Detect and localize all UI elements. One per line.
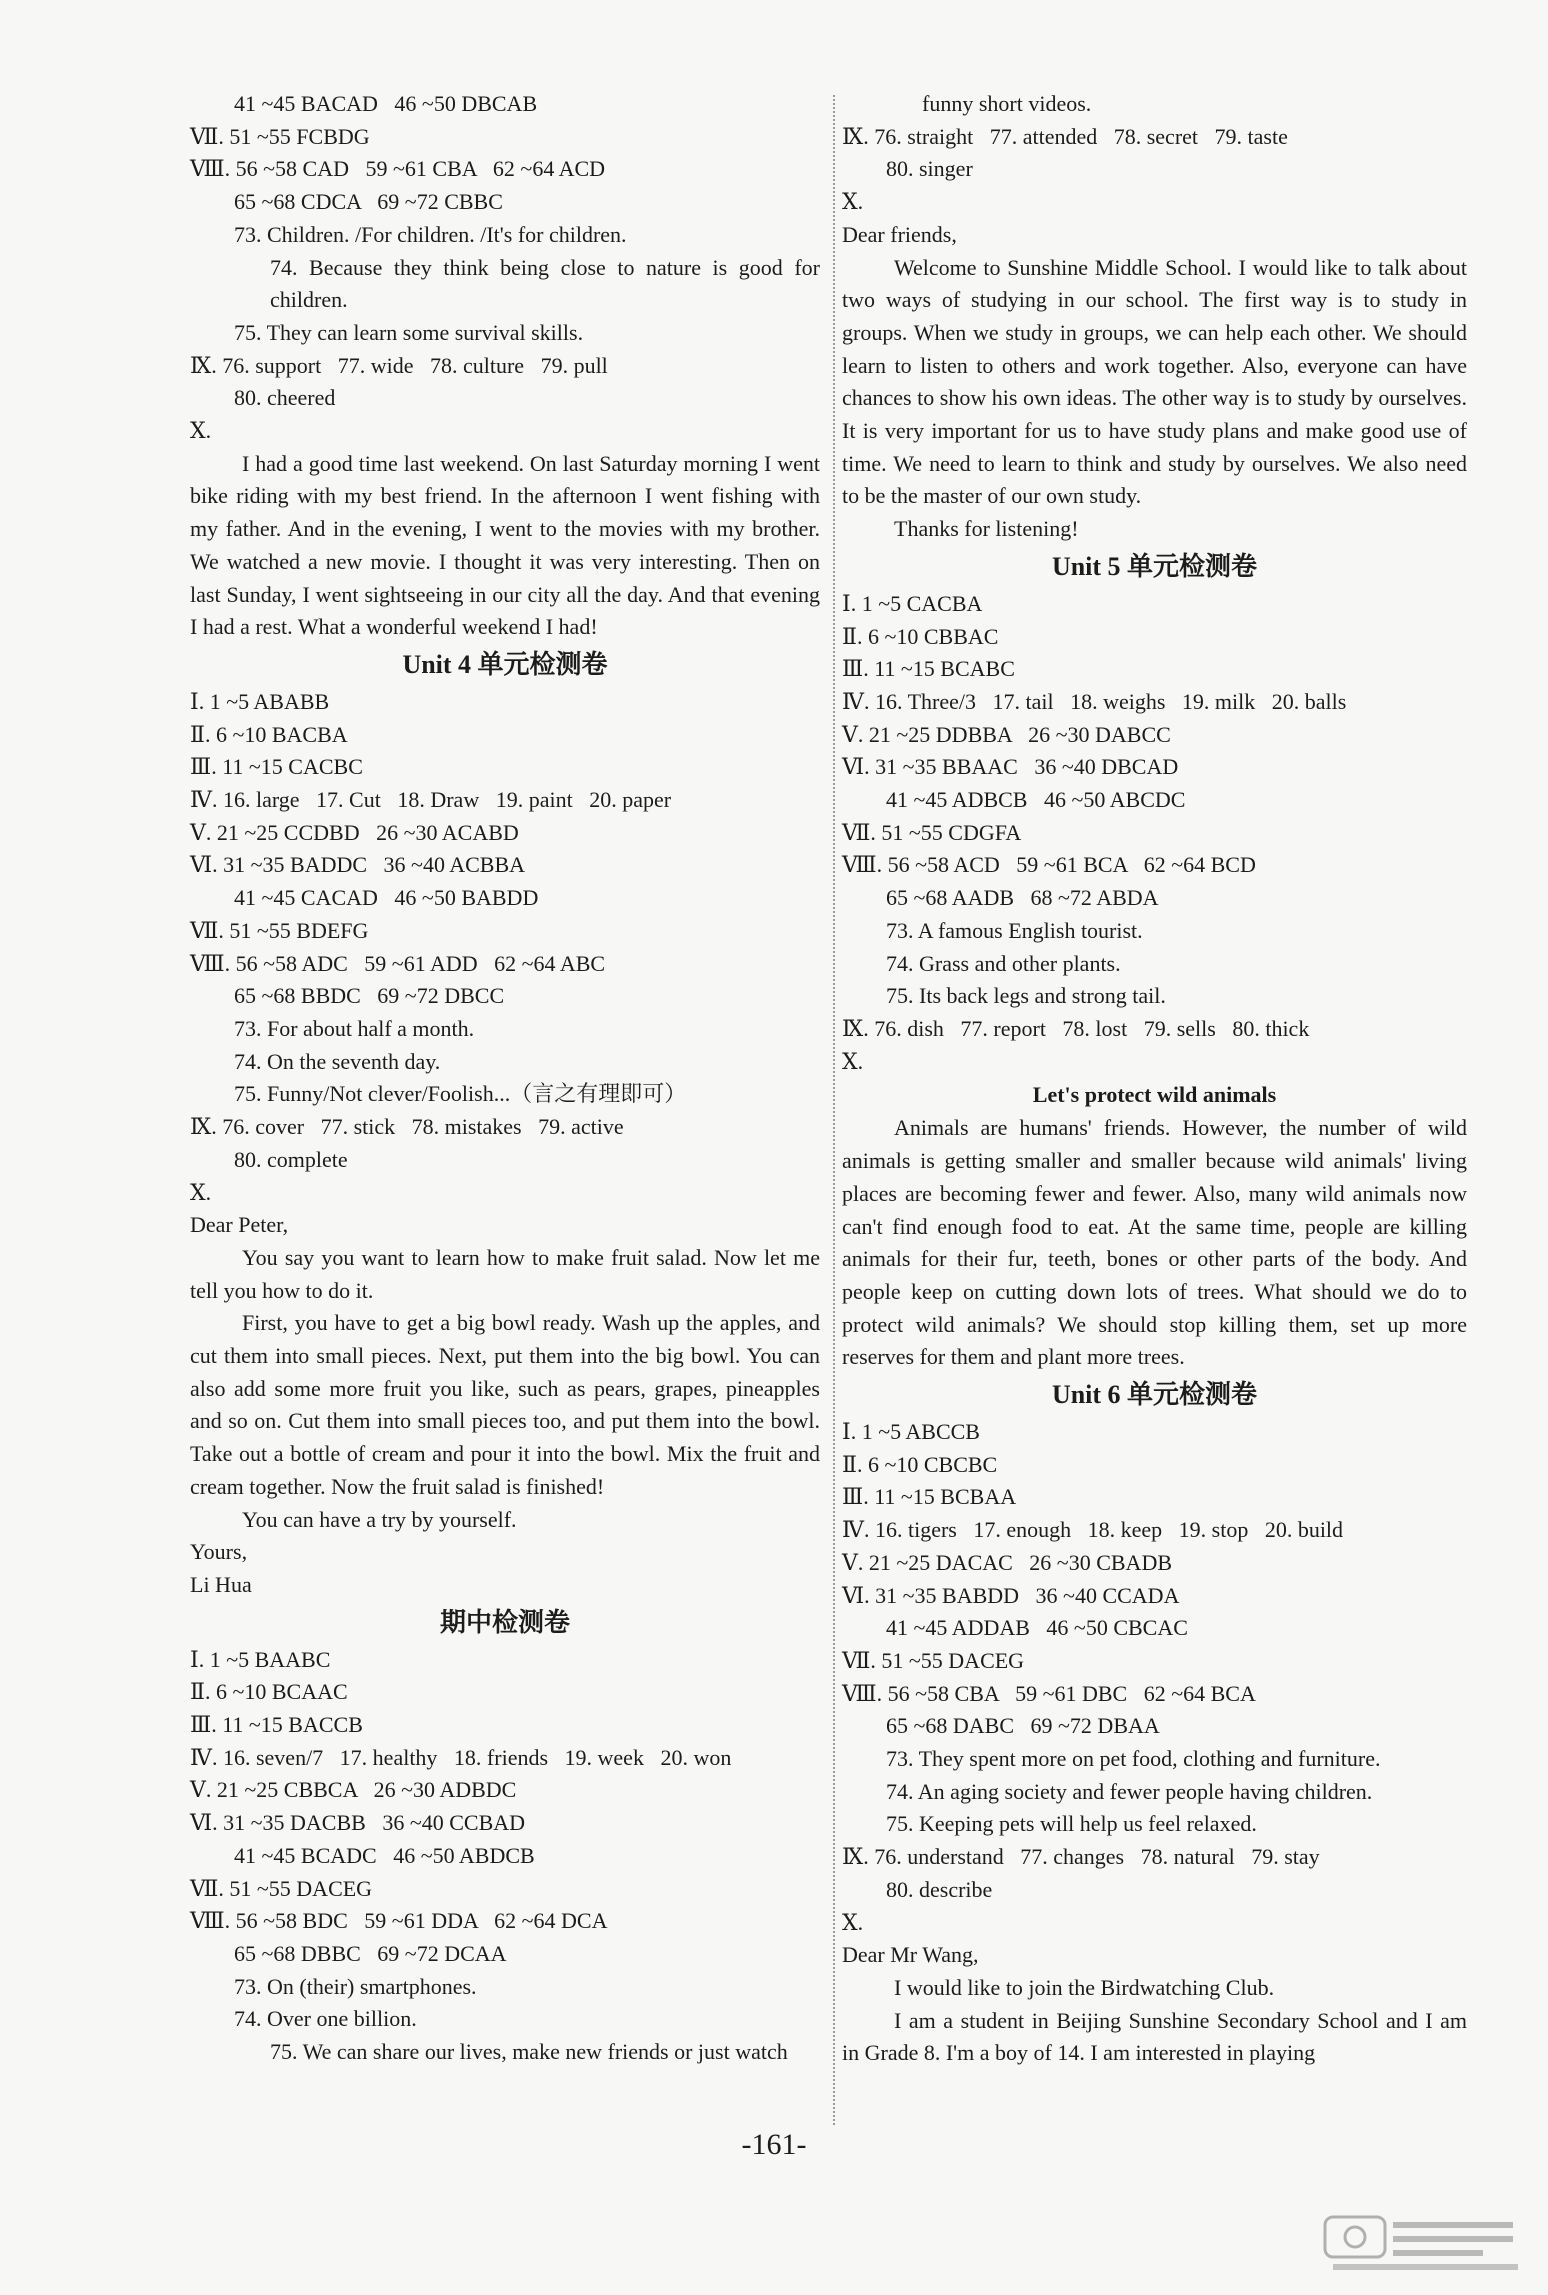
paragraph: You say you want to learn how to make fruit salad. Now let me tell you how to do it. — [190, 1244, 820, 1303]
answer-line: Ⅵ. 31 ~35 DACBB 36 ~40 CCBAD — [190, 1810, 526, 1836]
answer-line: 74. An aging society and fewer people having children. — [886, 1778, 1373, 1804]
answer-line: Ⅴ. 21 ~25 DDBBA 26 ~30 DABCC — [842, 721, 1171, 747]
answer-line: 65 ~68 AADB 68 ~72 ABDA — [886, 885, 1159, 911]
paragraph: I am a student in Beijing Sunshine Secondary School and I am in Grade 8. I'm a boy of 14. I am interested in playing — [842, 2007, 1467, 2066]
answer-line: Ⅲ. 11 ~15 CACBC — [190, 754, 363, 780]
answer-line: Ⅸ. 76. understand 77. changes 78. natural 79. stay — [842, 1844, 1320, 1870]
answer-line: 75. Funny/Not clever/Foolish...（言之有理即可） — [234, 1081, 687, 1107]
answer-line: Ⅳ. 16. Three/3 17. tail 18. weighs 19. milk 20. balls — [842, 688, 1347, 714]
answer-line: Ⅹ. — [190, 418, 212, 444]
answer-line: 74. Grass and other plants. — [886, 950, 1121, 976]
answer-line: Ⅱ. 6 ~10 BACBA — [190, 721, 348, 747]
answer-line: 80. cheered — [234, 385, 336, 411]
answer-line: 73. Children. /For children. /It's for children. — [234, 221, 627, 247]
answer-line: 75. They can learn some survival skills. — [234, 319, 584, 345]
answer-line: Ⅲ. 11 ~15 BACCB — [190, 1712, 363, 1738]
paragraph: Thanks for listening! — [894, 516, 1079, 542]
answer-line: 73. On (their) smartphones. — [234, 1973, 477, 1999]
answer-line: Ⅵ. 31 ~35 BABDD 36 ~40 CCADA — [842, 1582, 1180, 1608]
answer-line: 80. singer — [886, 156, 973, 182]
answer-line: Ⅹ. — [842, 189, 864, 215]
answer-line: Ⅶ. 51 ~55 DACEG — [842, 1647, 1025, 1673]
answer-line: Ⅴ. 21 ~25 DACAC 26 ~30 CBADB — [842, 1549, 1172, 1575]
answer-line: Ⅷ. 56 ~58 ADC 59 ~61 ADD 62 ~64 ABC — [190, 950, 606, 976]
answer-line: 41 ~45 BCADC 46 ~50 ABDCB — [234, 1842, 535, 1868]
answer-line: Ⅱ. 6 ~10 CBCBC — [842, 1451, 998, 1477]
answer-line: 80. complete — [234, 1146, 348, 1172]
answer-line: Ⅱ. 6 ~10 CBBAC — [842, 623, 999, 649]
answer-line: Ⅲ. 11 ~15 BCBAA — [842, 1484, 1017, 1510]
answer-line: Ⅶ. 51 ~55 DACEG — [190, 1875, 373, 1901]
answer-line: Ⅶ. 51 ~55 FCBDG — [190, 123, 370, 149]
answer-line: Ⅸ. 76. straight 77. attended 78. secret 79. taste — [842, 123, 1288, 149]
answer-line: 75. Its back legs and strong tail. — [886, 983, 1166, 1009]
answer-line: Ⅰ. 1 ~5 ABABB — [190, 688, 330, 714]
left-column — [190, 88, 820, 2069]
section-heading: Unit 6 单元检测卷 — [1051, 1380, 1258, 1410]
paragraph: Welcome to Sunshine Middle School. I would like to talk about two ways of studying in our school. The first way is to study in groups. When we study in groups, we can help each other. We should learn to listen to others and work together. Also, everyone can have chances to show his own ideas. The other way is to study by ourselves. It is very important for us to have study plans and make good use of time. We need to learn to think and study by ourselves. We also need to be the master of our own study. — [842, 254, 1467, 509]
answer-line: Dear Peter, — [190, 1212, 289, 1238]
section-heading: Unit 5 单元检测卷 — [1051, 551, 1258, 581]
answer-line: Ⅳ. 16. tigers 17. enough 18. keep 19. stop 20. build — [842, 1517, 1344, 1543]
answer-line: funny short videos. — [922, 91, 1092, 116]
watermark-logo — [1323, 2215, 1528, 2277]
answer-line: Yours, — [190, 1539, 248, 1565]
answer-line: Ⅳ. 16. seven/7 17. healthy 18. friends 19. week 20. won — [190, 1744, 732, 1770]
section-heading: Unit 4 单元检测卷 — [402, 649, 608, 679]
answer-line: Ⅰ. 1 ~5 ABCCB — [842, 1419, 980, 1445]
paragraph: I would like to join the Birdwatching Club. — [894, 1974, 1275, 2000]
answer-line: 73. They spent more on pet food, clothing and furniture. — [886, 1746, 1381, 1772]
answer-line: 65 ~68 CDCA 69 ~72 CBBC — [234, 189, 503, 215]
answer-line: Ⅸ. 76. support 77. wide 78. culture 79. pull — [190, 352, 608, 378]
answer-line: 41 ~45 ADBCB 46 ~50 ABCDC — [886, 787, 1186, 813]
answer-line: 73. A famous English tourist. — [886, 917, 1143, 943]
answer-line: Ⅵ. 31 ~35 BADDC 36 ~40 ACBBA — [190, 852, 526, 878]
paragraph: 74. Because they think being close to nature is good for children. — [270, 254, 820, 313]
answer-line: Ⅸ. 76. cover 77. stick 78. mistakes 79. active — [190, 1114, 624, 1140]
paragraph: You can have a try by yourself. — [242, 1506, 517, 1532]
answer-line: Ⅲ. 11 ~15 BCABC — [842, 656, 1015, 682]
answer-line: Ⅴ. 21 ~25 CBBCA 26 ~30 ADBDC — [190, 1777, 517, 1803]
paragraph: Animals are humans' friends. However, the number of wild animals is getting smaller and smaller because wild animals' living places are becoming fewer and fewer. Also, many wild animals now can't find enough food to eat. At the same time, people are killing animals for their fur, teeth, bones or other parts of the body. And people keep on cutting down lots of trees. What should we do to protect wild animals? We should stop killing them, set up more reserves for them and plant more trees. — [842, 1115, 1467, 1370]
answer-line: 80. describe — [886, 1876, 993, 1902]
section-heading: 期中检测卷 — [439, 1607, 570, 1637]
answer-line: Ⅴ. 21 ~25 CCDBD 26 ~30 ACABD — [190, 819, 519, 845]
answer-line: 41 ~45 BACAD 46 ~50 DBCAB — [234, 91, 538, 116]
answer-line: 41 ~45 CACAD 46 ~50 BABDD — [234, 885, 539, 911]
answer-line: Li Hua — [190, 1571, 252, 1597]
answer-line: 41 ~45 ADDAB 46 ~50 CBCAC — [886, 1615, 1188, 1641]
answer-line: Ⅷ. 56 ~58 ACD 59 ~61 BCA 62 ~64 BCD — [842, 852, 1256, 878]
answer-line: 65 ~68 DABC 69 ~72 DBAA — [886, 1713, 1160, 1739]
column-divider — [833, 95, 836, 2125]
essay-title: Let's protect wild animals — [1032, 1082, 1277, 1108]
answer-line: Ⅳ. 16. large 17. Cut 18. Draw 19. paint 20. paper — [190, 787, 672, 813]
answer-line: 65 ~68 DBBC 69 ~72 DCAA — [234, 1940, 507, 1966]
answer-line: Ⅶ. 51 ~55 BDEFG — [190, 917, 369, 943]
answer-line: Ⅶ. 51 ~55 CDGFA — [842, 819, 1022, 845]
answer-line: Ⅰ. 1 ~5 BAABC — [190, 1646, 331, 1672]
answer-line: 74. On the seventh day. — [234, 1048, 441, 1074]
answer-line: 74. Over one billion. — [234, 2006, 417, 2032]
answer-line: Ⅸ. 76. dish 77. report 78. lost 79. sells 80. thick — [842, 1015, 1310, 1041]
answer-line: Ⅹ. — [842, 1048, 864, 1074]
answer-line: Ⅵ. 31 ~35 BBAAC 36 ~40 DBCAD — [842, 754, 1179, 780]
paragraph: I had a good time last weekend. On last Saturday morning I went bike riding with my best friend. In the afternoon I went fishing with my father. And in the evening, I went to the movies with my brother. We watched a new movie. I thought it was very interesting. Then on last Sunday, I went sightseeing in our city all the day. And that evening I had a rest. What a wonderful weekend I had! — [190, 450, 820, 640]
answer-line: Ⅷ. 56 ~58 CAD 59 ~61 CBA 62 ~64 ACD — [190, 156, 606, 182]
page-number: -161- — [741, 2128, 807, 2161]
answer-line: Ⅱ. 6 ~10 BCAAC — [190, 1679, 348, 1705]
answer-line: 73. For about half a month. — [234, 1015, 475, 1041]
answer-line: Dear friends, — [842, 221, 957, 247]
paragraph: First, you have to get a big bowl ready. Wash up the apples, and cut them into small pieces. Next, put them into the big bowl. You can also add some more fruit you like, such as pears, grapes, pineapples and so on. Cut them into small pieces too, and put them into the bowl. Take out a bottle of cream and pour it into the bowl. Mix the fruit and cream together. Now the fruit salad is finished! — [190, 1310, 820, 1499]
answer-line: Ⅰ. 1 ~5 CACBA — [842, 590, 983, 616]
answer-line: 75. Keeping pets will help us feel relaxed. — [886, 1811, 1257, 1837]
answer-line: Dear Mr Wang, — [842, 1942, 979, 1968]
answer-line: 65 ~68 BBDC 69 ~72 DBCC — [234, 983, 505, 1009]
paragraph: 75. We can share our lives, make new friends or just watch — [270, 2039, 788, 2065]
answer-line: Ⅹ. — [842, 1909, 864, 1935]
answer-line: Ⅹ. — [190, 1179, 212, 1205]
right-column — [842, 88, 1467, 2070]
answer-line: Ⅷ. 56 ~58 BDC 59 ~61 DDA 62 ~64 DCA — [190, 1908, 608, 1934]
answer-line: Ⅷ. 56 ~58 CBA 59 ~61 DBC 62 ~64 BCA — [842, 1680, 1256, 1706]
